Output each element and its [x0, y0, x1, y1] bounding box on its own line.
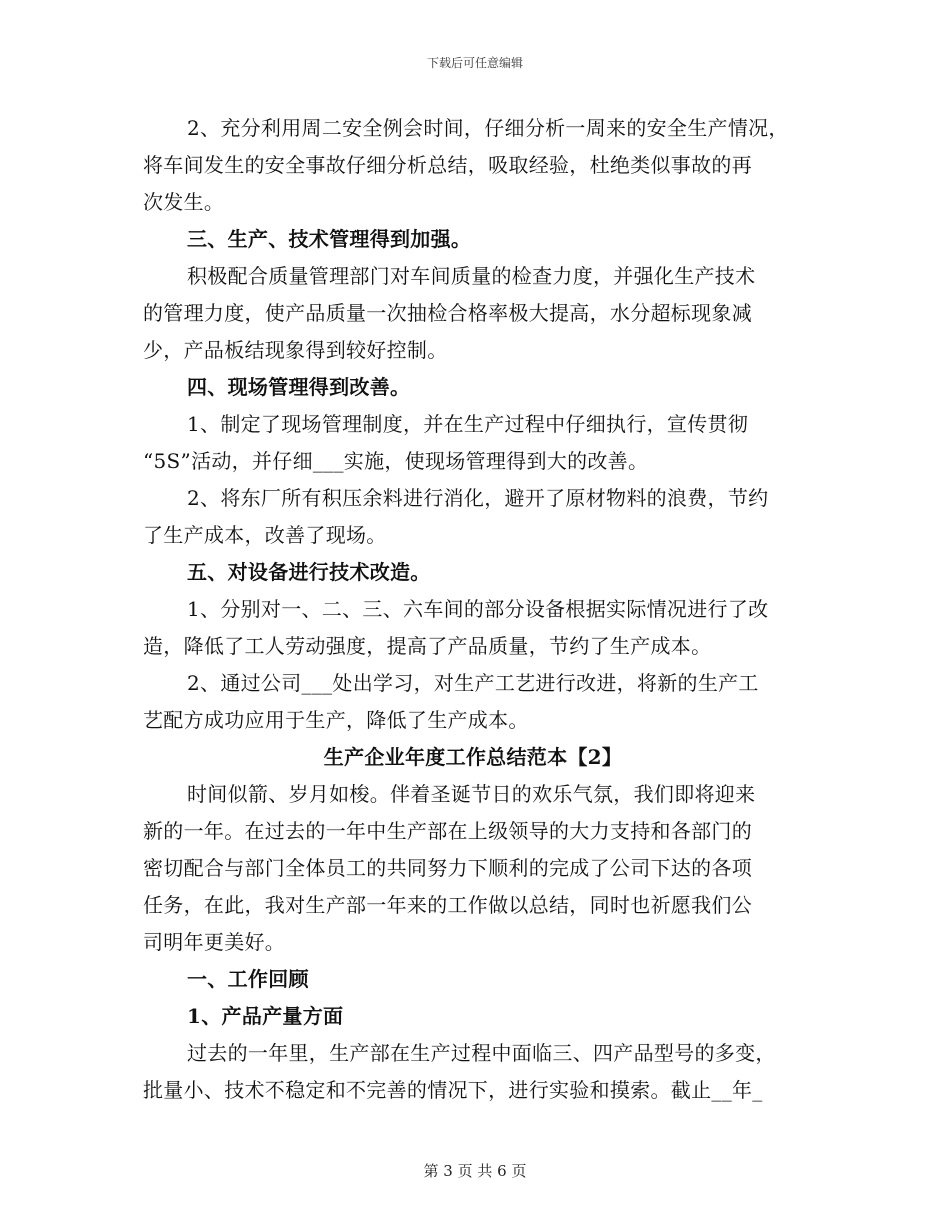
paragraph-line: 任务，在此，我对生产部一年来的工作做以总结，同时也祈愿我们公	[143, 893, 752, 917]
paragraph-line: 2、通过公司___处出学习，对生产工艺进行改进，将新的生产工	[187, 671, 759, 695]
paragraph-line: 积极配合质量管理部门对车间质量的检查力度，并强化生产技术	[187, 264, 756, 288]
paragraph-line: 少，产品板结现象得到较好控制。	[143, 338, 448, 362]
paragraph-line: 新的一年。在过去的一年中生产部在上级领导的大力支持和各部门的	[143, 819, 752, 843]
document-body	[143, 110, 803, 1109]
paragraph-line: 司明年更美好。	[143, 930, 286, 954]
paragraph-line: 密切配合与部门全体员工的共同努力下顺利的完成了公司下达的各项	[143, 856, 752, 880]
document-subtitle: 生产企业年度工作总结范本【2】	[323, 745, 623, 769]
section-heading: 1、产品产量方面	[187, 1004, 344, 1028]
paragraph-line: 2、将东厂所有积压余料进行消化，避开了原材物料的浪费，节约	[187, 486, 769, 510]
paragraph-line: 1、制定了现场管理制度，并在生产过程中仔细执行，宣传贯彻	[187, 412, 749, 436]
section-heading: 三、生产、技术管理得到加强。	[187, 227, 472, 251]
paragraph-line: 艺配方成功应用于生产，降低了生产成本。	[143, 708, 529, 732]
page-number-footer: 第 3 页 共 6 页	[423, 1162, 527, 1180]
paragraph-line: 造，降低了工人劳动强度，提高了产品质量，节约了生产成本。	[143, 634, 712, 658]
section-heading: 五、对设备进行技术改造。	[187, 560, 431, 584]
paragraph-line: 时间似箭、岁月如梭。伴着圣诞节日的欢乐气氛，我们即将迎来	[187, 782, 756, 806]
paragraph-line: 批量小、技术不稳定和不完善的情况下，进行实验和摸索。截止__年_	[143, 1078, 763, 1102]
section-heading: 一、工作回顾	[187, 967, 309, 991]
paragraph-line: 过去的一年里，生产部在生产过程中面临三、四产品型号的多变，	[187, 1041, 776, 1065]
paragraph-line: 了生产成本，改善了现场。	[143, 523, 387, 547]
section-heading: 四、现场管理得到改善。	[187, 375, 411, 399]
paragraph-line: 将车间发生的安全事故仔细分析总结，吸取经验，杜绝类似事故的再	[143, 153, 752, 177]
page-header-note: 下载后可任意编辑	[426, 56, 523, 70]
paragraph-line: 次发生。	[143, 190, 225, 214]
paragraph-line: “5S”活动，并仔细___实施，使现场管理得到大的改善。	[143, 449, 649, 473]
paragraph-line: 1、分别对一、二、三、六车间的部分设备根据实际情况进行了改	[187, 597, 769, 621]
paragraph-line: 2、充分利用周二安全例会时间，仔细分析一周来的安全生产情况，	[187, 116, 789, 140]
paragraph-line: 的管理力度，使产品质量一次抽检合格率极大提高，水分超标现象减	[143, 301, 752, 325]
